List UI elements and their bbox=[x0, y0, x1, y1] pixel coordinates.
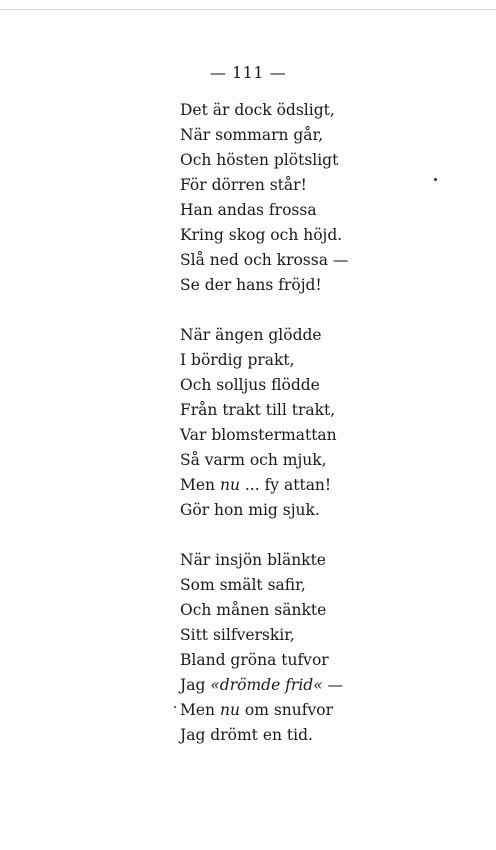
stanza bbox=[180, 98, 348, 298]
poem-line: När ängen glödde bbox=[180, 326, 322, 344]
line-text: Jag bbox=[180, 676, 211, 694]
poem-line bbox=[180, 673, 348, 698]
poem-line: Och hösten plötsligt bbox=[180, 151, 339, 169]
stanza bbox=[180, 548, 348, 748]
poem-line: Jag drömt en tid. bbox=[180, 726, 313, 744]
poem-line: Sitt silfverskir, bbox=[180, 626, 295, 644]
poem-line: När sommarn går, bbox=[180, 126, 324, 144]
poem-line: Han andas frossa bbox=[180, 201, 317, 219]
line-text: Men bbox=[180, 476, 220, 494]
poem-line bbox=[180, 473, 348, 498]
stanza bbox=[180, 323, 348, 523]
poem-line: Gör hon mig sjuk. bbox=[180, 501, 320, 519]
emphasized-text: nu bbox=[219, 701, 240, 719]
poem-line: Och månen sänkte bbox=[180, 601, 327, 619]
poem-line: Slå ned och krossa — bbox=[180, 251, 349, 269]
poem bbox=[180, 98, 348, 773]
poem-line: Kring skog och höjd. bbox=[180, 226, 343, 244]
line-text: — bbox=[322, 676, 344, 694]
poem-line: I bördig prakt, bbox=[180, 351, 295, 369]
poem-line bbox=[180, 698, 348, 723]
poem-line: Var blomstermattan bbox=[180, 426, 337, 444]
ink-speck bbox=[434, 178, 437, 181]
page-number: — 111 — bbox=[209, 63, 287, 82]
line-text: Men bbox=[180, 701, 220, 719]
poem-line: Bland gröna tufvor bbox=[180, 651, 329, 669]
emphasized-text: «drömde frid« bbox=[210, 676, 323, 694]
line-text: ... fy attan! bbox=[239, 476, 332, 494]
emphasized-text: nu bbox=[219, 476, 240, 494]
poem-line: Som smält safir, bbox=[180, 576, 306, 594]
poem-line: Från trakt till trakt, bbox=[180, 401, 336, 419]
poem-line: För dörren står! bbox=[180, 176, 307, 194]
page-top-edge bbox=[0, 9, 496, 10]
poem-line: Och solljus flödde bbox=[180, 376, 320, 394]
ink-speck bbox=[174, 706, 176, 708]
poem-line: Så varm och mjuk, bbox=[180, 451, 327, 469]
poem-line: Se der hans fröjd! bbox=[180, 276, 322, 294]
line-text: om snufvor bbox=[239, 701, 333, 719]
poem-line: Det är dock ödsligt, bbox=[180, 101, 335, 119]
poem-line: När insjön blänkte bbox=[180, 551, 326, 569]
